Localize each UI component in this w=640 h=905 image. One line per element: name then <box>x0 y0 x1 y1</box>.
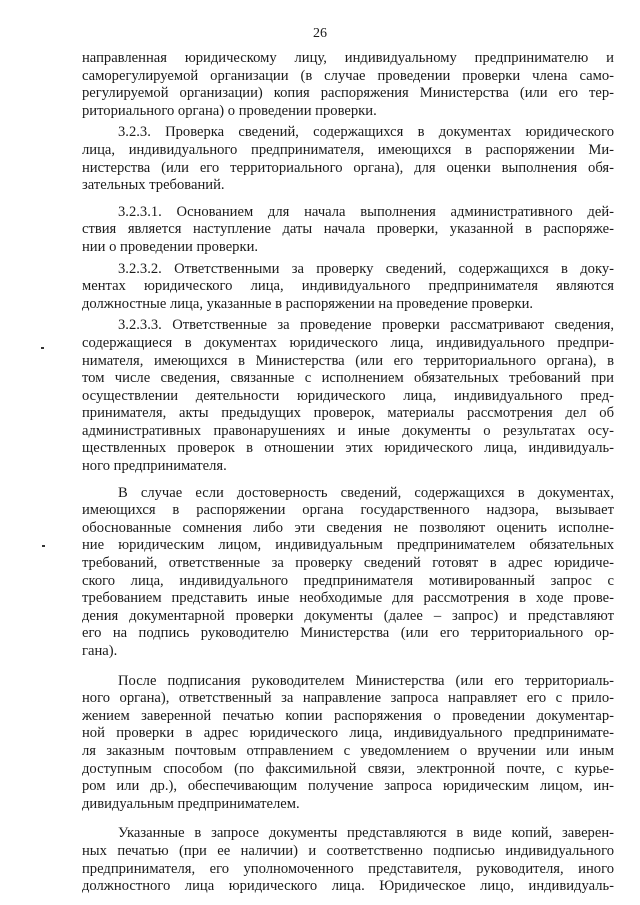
text-line: 3.2.3.3. Ответственные за проведение проверки рассматривают сведения, <box>118 317 614 334</box>
text-line: ного предпринимателя. <box>82 458 227 475</box>
text-line: ного органа), ответственный за направление запроса направляет его с прило- <box>82 690 614 707</box>
text-line: лица, индивидуального предпринимателя, имеющихся в распоряжении Ми- <box>82 141 614 158</box>
text-line: нимателя, имеющихся в Министерства (или его территориального органа), в <box>82 352 614 369</box>
text-line: саморегулируемой организации (в случае проведении проверки члена само- <box>82 67 614 84</box>
text-line: 3.2.3.2. Ответственными за проверку сведений, содержащихся в доку- <box>118 260 614 277</box>
paragraph-request-doubt <box>82 485 614 661</box>
text-line: В случае если достоверность сведений, содержащихся в документах, <box>118 484 614 501</box>
paragraph-3-2-3-3 <box>82 317 614 475</box>
text-line: доступным способом (по факсимильной связи, электронной почте, с курье- <box>82 760 614 777</box>
text-line: должностные лица, указанные в распоряжении на проведение проверки. <box>82 295 534 312</box>
paragraph-after-signing <box>82 673 614 814</box>
text-line: требованием представить иные необходимые для рассмотрения в ходе прове- <box>82 590 614 607</box>
paragraph-3-2-3 <box>82 124 614 194</box>
margin-mark <box>42 545 45 547</box>
text-line: том числе сведения, связанные с исполнением обязательных требований при <box>82 370 614 387</box>
text-line: осуществлении деятельности юридического лица, индивидуального пред- <box>82 387 614 404</box>
text-line: ствия является наступление даты начала проверки, указанной в распоряже- <box>82 221 614 238</box>
text-line: ля заказным почтовым отправлением с уведомлением о вручении или иным <box>82 742 614 759</box>
text-line: ной проверки в адрес юридического лица, индивидуального предпринимате- <box>82 725 614 742</box>
text-line: предпринимателя, его уполномоченного представителя, руководителя, иного <box>82 860 614 877</box>
text-line: риториального органа) о проведении проверки. <box>82 102 377 119</box>
paragraph-documents-copies <box>82 825 614 895</box>
text-line: жением заверенной печатью копии распоряжения о проведении документар- <box>82 707 614 724</box>
text-line: должностного лица юридического лица. Юридическое лицо, индивидуаль- <box>82 878 614 895</box>
text-line: требований, ответственные за проверку сведений готовят в адрес юридиче- <box>82 555 614 572</box>
text-line: обоснованные сомнения либо эти сведения не позволяют оценить исполне- <box>82 519 614 536</box>
text-line: Указанные в запросе документы представляются в виде копий, заверен- <box>118 825 614 842</box>
text-line: 3.2.3. Проверка сведений, содержащихся в документах юридического <box>118 124 614 141</box>
text-line: его на подпись руководителю Министерства (или его территориального ор- <box>82 625 614 642</box>
paragraph-3-2-3-2 <box>82 261 614 314</box>
text-line: принимателя, акты предыдущих проверок, материалы рассмотрения дел об <box>82 405 614 422</box>
text-line: гана). <box>82 643 118 659</box>
text-line: дивидуальным предпринимателем. <box>82 795 300 812</box>
text-line: ние юридическим лицом, индивидуальным предпринимателем обязательных <box>82 537 614 554</box>
text-line: 3.2.3.1. Основанием для начала выполнения административного дей- <box>118 203 614 220</box>
text-line: нистерства (или его территориального органа), для оценки выполнения обя- <box>82 159 614 176</box>
text-line: нии о проведении проверки. <box>82 238 259 255</box>
document-body <box>82 50 614 896</box>
text-line: направленная юридическому лицу, индивидуальному предпринимателю и <box>82 50 614 66</box>
text-line: После подписания руководителем Министерства (или его территориаль- <box>118 672 614 689</box>
text-line: ществленных проверок в отношении этих юридического лица, индивидуаль- <box>82 440 614 457</box>
margin-mark <box>41 347 44 349</box>
text-line: ром или др.), обеспечивающим получение запроса юридическим лицом, ин- <box>82 778 614 795</box>
text-line: ментах юридического лица, индивидуального предпринимателя являются <box>82 278 614 295</box>
text-line: административных правонарушениях и иные документы о результатах осу- <box>82 422 614 439</box>
paragraph-3-2-3-1 <box>82 204 614 257</box>
text-line: ных печатью (при ее наличии) и соответственно подписью индивидуального <box>82 842 614 859</box>
page-number: 26 <box>313 26 327 41</box>
text-line: ского лица, индивидуального предпринимателя мотивированный запрос с <box>82 572 614 589</box>
text-line: имеющихся в распоряжении органа государственного надзора, вызывает <box>82 502 614 519</box>
text-line: зательных требований. <box>82 177 225 194</box>
text-line: дения документарной проверки документы (далее – запрос) и представляют <box>82 607 614 624</box>
paragraph-1 <box>82 50 614 120</box>
text-line: содержащиеся в документах юридического лица, индивидуального предпри- <box>82 334 614 351</box>
text-line: регулируемой организации) копия распоряжения Министерства (или его тер- <box>82 85 614 102</box>
